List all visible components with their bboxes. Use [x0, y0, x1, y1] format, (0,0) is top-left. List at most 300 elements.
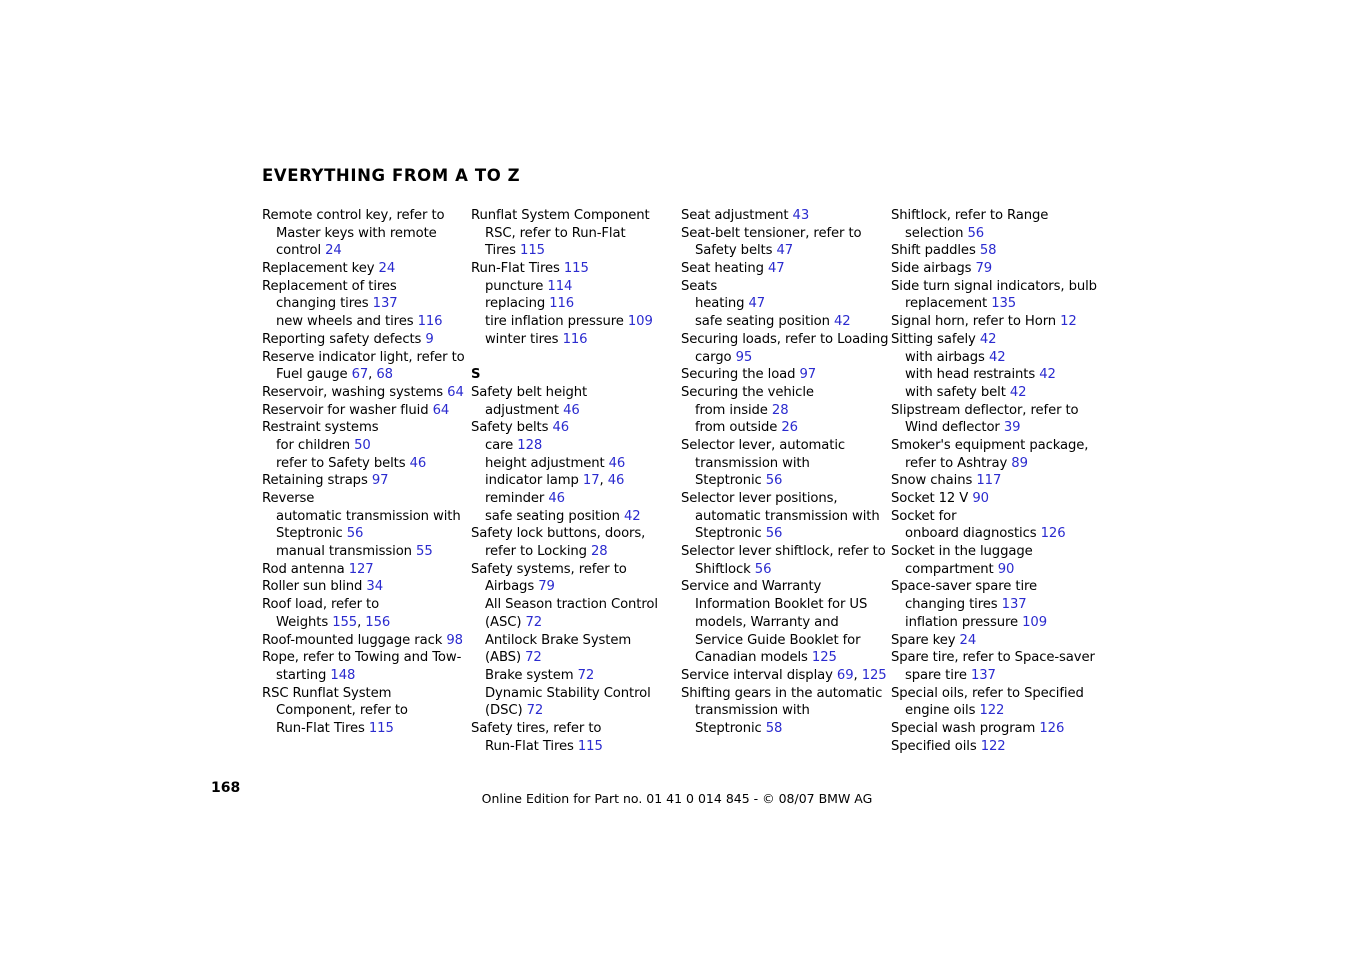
page-reference-link[interactable]: 64 [432, 402, 450, 418]
index-entry [262, 685, 467, 703]
index-subentry [471, 313, 676, 331]
entry-text: Restraint systems [262, 420, 379, 436]
index-subentry [471, 242, 676, 260]
page-reference-link[interactable]: 67 [351, 367, 369, 383]
entry-text: transmission with [695, 703, 810, 719]
page-reference-link[interactable]: 42 [623, 508, 641, 524]
entry-text: Run-Flat Tires [471, 261, 564, 277]
page-reference-link[interactable]: 47 [767, 261, 785, 277]
index-entry [681, 578, 886, 596]
index-subentry [262, 313, 467, 331]
entry-text: Securing loads, refer to Loading [681, 331, 889, 347]
index-subentry [471, 490, 676, 508]
entry-text: Roof load, refer to [262, 597, 380, 613]
entry-text: Signal horn, refer to Horn [891, 314, 1061, 330]
page-reference-link[interactable]: 42 [833, 314, 851, 330]
index-subentry [262, 667, 467, 685]
entry-text: Roof-mounted luggage rack [262, 632, 447, 648]
entry-text: Steptronic [695, 526, 766, 542]
index-entry [891, 490, 1096, 508]
index-entry [262, 632, 467, 650]
page-reference-link[interactable]: 72 [525, 614, 543, 630]
page-reference-link[interactable]: 56 [967, 225, 985, 241]
page-reference-link[interactable]: 64 [447, 384, 464, 400]
entry-text: S [471, 367, 481, 383]
entry-text: Safety lock buttons, doors, [471, 526, 646, 542]
page-reference-link[interactable]: 69 [836, 667, 854, 683]
index-entry [891, 278, 1096, 296]
entry-text: cargo [695, 349, 736, 365]
entry-text: Seat heating [681, 261, 768, 277]
index-subentry [471, 437, 676, 455]
entry-text: Specified oils [891, 738, 981, 754]
entry-text: replacement [905, 296, 992, 312]
page-reference-link[interactable]: 42 [1009, 384, 1027, 400]
page-number: 168 [211, 780, 241, 796]
page-reference-link[interactable]: 156 [365, 614, 391, 630]
entry-text: All Season traction Control [485, 597, 658, 613]
entry-text: selection [905, 225, 968, 241]
index-subentry [891, 295, 1096, 313]
index-entry [891, 543, 1096, 561]
entry-text: Socket for [891, 508, 957, 524]
entry-text: Antilock Brake System [485, 632, 632, 648]
index-subentry: Fuel gauge 67, 68 [276, 367, 393, 383]
index-column-4 [891, 207, 1096, 755]
page-reference-link[interactable]: 115 [577, 738, 603, 754]
entry-text: Spare tire, refer to Space-saver [891, 650, 1095, 666]
entry-text: Reservoir for washer fluid [262, 402, 433, 418]
index-subentry [681, 508, 886, 526]
page-reference-link[interactable]: 126 [1039, 720, 1065, 736]
page-reference-link[interactable]: 126 [1040, 526, 1066, 542]
index-subentry [262, 508, 467, 526]
page-reference-link[interactable]: 24 [378, 261, 396, 277]
page-reference-link[interactable]: 24 [959, 632, 977, 648]
entry-text: Component, refer to [276, 703, 408, 719]
page-reference-link[interactable]: 39 [1003, 420, 1021, 436]
entry-text: reminder [485, 491, 549, 506]
entry-text: tire inflation pressure [485, 314, 628, 330]
entry-text: (ABS) [485, 650, 526, 666]
page-reference-link[interactable]: 148 [330, 667, 356, 683]
entry-text: Side turn signal indicators, bulb [891, 278, 1097, 294]
entry-text: Replacement key [262, 261, 379, 277]
index-subentry [891, 596, 1096, 614]
entry-text: automatic transmission with [276, 508, 461, 524]
index-entry [681, 490, 886, 508]
index-entry [471, 419, 676, 437]
page-reference-link[interactable]: 34 [366, 579, 383, 595]
entry-text: Replacement of tires [262, 278, 397, 294]
page-reference-link[interactable]: 109 [627, 314, 653, 330]
entry-text: Roller sun blind [262, 579, 367, 595]
entry-text: RSC Runflat System [262, 685, 392, 701]
page-reference-link[interactable]: 115 [368, 720, 394, 736]
index-subentry [681, 419, 886, 437]
index-subentry [262, 702, 467, 720]
entry-text: refer to Ashtray [905, 455, 1012, 471]
entry-text: Safety belt height [471, 384, 588, 400]
index-subentry [262, 525, 467, 543]
entry-text: Run-Flat Tires [485, 738, 578, 754]
page-reference-link[interactable]: 115 [520, 243, 545, 259]
index-entry [891, 632, 1096, 650]
index-entry [262, 578, 467, 596]
entry-text: Smoker's equipment package, [891, 437, 1089, 453]
entry-text: (DSC) [485, 703, 527, 719]
page-reference-link[interactable]: 9 [425, 331, 434, 347]
page-reference-link[interactable]: 50 [354, 437, 371, 453]
entry-text: Selector lever positions, [681, 491, 838, 506]
index-entry [262, 402, 467, 420]
page-reference-link[interactable]: 122 [979, 703, 1005, 719]
entry-text: winter tires [485, 331, 563, 347]
index-entry [681, 543, 886, 561]
page-reference-link[interactable]: 117 [976, 473, 1002, 489]
entry-text: automatic transmission with [695, 508, 880, 524]
entry-text: Service Guide Booklet for [695, 632, 861, 648]
index-entry [681, 437, 886, 455]
entry-text: Securing the load [681, 367, 800, 383]
entry-text: manual transmission [276, 544, 417, 560]
page-reference-link[interactable]: 89 [1011, 455, 1028, 471]
entry-text: puncture [485, 278, 548, 294]
entry-text: Special oils, refer to Specified [891, 685, 1084, 701]
index-entry [891, 260, 1096, 278]
entry-text: Steptronic [276, 526, 347, 542]
page-reference-link[interactable]: 72 [577, 667, 595, 683]
entry-text: changing tires [905, 597, 1002, 613]
entry-text: Dynamic Stability Control [485, 685, 651, 701]
entry-text: adjustment [485, 402, 564, 418]
index-entry [891, 242, 1096, 260]
page-reference-link[interactable]: 125 [811, 650, 837, 666]
index-subentry [681, 702, 886, 720]
page-reference-link[interactable]: 137 [970, 667, 996, 683]
index-entry [262, 260, 467, 278]
index-subentry: indicator lamp 17, 46 [485, 473, 625, 489]
entry-text: Seats [681, 278, 718, 294]
page-reference-link[interactable]: 135 [991, 296, 1017, 312]
index-entry [681, 225, 886, 243]
page-reference-link[interactable]: 47 [748, 296, 766, 312]
entry-text: Run-Flat Tires [276, 720, 369, 736]
entry-text: safe seating position [485, 508, 624, 524]
page-reference-link[interactable]: 58 [765, 720, 783, 736]
index-subentry [891, 455, 1096, 473]
entry-text: Canadian models [695, 650, 812, 666]
spacer [471, 349, 676, 367]
index-entry [262, 419, 467, 437]
page-reference-link[interactable]: 72 [525, 650, 542, 666]
page-reference-link[interactable]: 55 [416, 544, 433, 560]
index-subentry [471, 649, 676, 667]
entry-text: Reverse [262, 491, 315, 506]
entry-text: Runflat System Component [471, 208, 650, 223]
index-subentry [681, 649, 886, 667]
page-reference-link[interactable]: 97 [799, 367, 817, 383]
entry-text: Safety belts [471, 420, 553, 436]
entry-text: with safety belt [905, 384, 1010, 400]
entry-text: Sitting safely [891, 331, 980, 347]
page-reference-link[interactable]: 56 [765, 526, 783, 542]
index-column-2 [471, 207, 676, 755]
entry-text: safe seating position [695, 314, 834, 330]
page-reference-link[interactable]: 58 [979, 243, 997, 259]
index-entry [891, 313, 1096, 331]
page-reference-link[interactable]: 79 [538, 579, 555, 595]
page-reference-link[interactable]: 79 [975, 261, 993, 277]
page-reference-link[interactable]: 46 [552, 420, 570, 436]
page-reference-link[interactable]: 47 [776, 243, 794, 259]
page-reference-link[interactable]: 68 [376, 367, 393, 383]
index-subentry [681, 561, 886, 579]
entry-text: Safety tires, refer to [471, 720, 602, 736]
index-entry [891, 472, 1096, 490]
page-reference-link[interactable]: 12 [1060, 314, 1077, 330]
index-entry [262, 490, 467, 508]
page-reference-link[interactable]: 128 [517, 437, 543, 453]
page-reference-link[interactable]: 46 [409, 455, 427, 471]
index-entry [681, 366, 886, 384]
index-subentry [681, 720, 886, 738]
index-subentry [471, 578, 676, 596]
index-subentry [471, 632, 676, 650]
page-reference-link[interactable]: 43 [792, 208, 810, 223]
index-entry [471, 384, 676, 402]
index-entry [262, 384, 467, 402]
page-reference-link[interactable]: 127 [348, 561, 374, 577]
index-subentry [262, 242, 467, 260]
page-reference-link[interactable]: 28 [771, 402, 789, 418]
page-reference-link[interactable]: 90 [972, 491, 989, 506]
index-subentry [891, 561, 1096, 579]
index-entry [262, 561, 467, 579]
index-subentry [891, 366, 1096, 384]
index-subentry [262, 295, 467, 313]
page-reference-link[interactable]: 116 [549, 296, 575, 312]
entry-text: inflation pressure [905, 614, 1023, 630]
page-reference-link[interactable]: 46 [607, 473, 625, 489]
index-subentry [471, 331, 676, 349]
index-entry [471, 525, 676, 543]
index-entry [262, 596, 467, 614]
entry-text: Service and Warranty [681, 579, 822, 595]
entry-text: Special wash program [891, 720, 1040, 736]
page-reference-link[interactable]: 109 [1022, 614, 1047, 630]
entry-text: Safety belts [695, 243, 777, 259]
index-subentry [681, 349, 886, 367]
index-entry [262, 207, 467, 225]
page-reference-link[interactable]: 114 [547, 278, 573, 294]
index-column-1 [262, 207, 467, 738]
entry-text: Shift paddles [891, 243, 980, 259]
entry-text: heating [695, 296, 749, 312]
index-entry [681, 207, 886, 225]
page-reference-link[interactable]: 46 [548, 491, 565, 506]
entry-text: spare tire [905, 667, 971, 683]
index-subentry [471, 225, 676, 243]
entry-text: indicator lamp [485, 473, 583, 489]
page-reference-link[interactable]: 137 [372, 296, 398, 312]
entry-text: Rod antenna [262, 561, 349, 577]
entry-text: Information Booklet for US [695, 597, 868, 613]
entry-text: Remote control key, refer to [262, 208, 445, 223]
index-entry [262, 649, 467, 667]
page-reference-link[interactable]: 26 [781, 420, 798, 436]
entry-text: Selector lever shiftlock, refer to [681, 544, 886, 560]
entry-text: with airbags [905, 349, 989, 365]
entry-text: with head restraints [905, 367, 1040, 383]
entry-text: refer to Safety belts [276, 455, 410, 471]
page-reference-link[interactable]: 155 [332, 614, 358, 630]
entry-text: from outside [695, 420, 782, 436]
entry-text: models, Warranty and [695, 614, 839, 630]
index-entry [891, 437, 1096, 455]
page-reference-link[interactable]: 116 [417, 314, 443, 330]
entry-text: refer to Locking [485, 544, 592, 560]
page-reference-link[interactable]: 42 [1039, 367, 1056, 383]
index-subentry [471, 278, 676, 296]
index-subentry [681, 242, 886, 260]
entry-text: transmission with [695, 455, 810, 471]
index-entry [471, 260, 676, 278]
entry-text: Reserve indicator light, refer to [262, 349, 465, 365]
entry-text: compartment [905, 561, 998, 577]
page-reference-link[interactable]: 42 [988, 349, 1006, 365]
page-reference-link[interactable]: 137 [1001, 597, 1027, 613]
index-entry [891, 685, 1096, 703]
index-entry [891, 508, 1096, 526]
index-subentry [471, 685, 676, 703]
index-subentry [471, 667, 676, 685]
entry-text: Selector lever, automatic [681, 437, 846, 453]
page-reference-link[interactable]: 97 [371, 473, 389, 489]
index-entry [471, 561, 676, 579]
page-heading: EVERYTHING FROM A TO Z [262, 166, 521, 185]
index-entry [681, 384, 886, 402]
index-subentry [681, 295, 886, 313]
index-entry [891, 738, 1096, 756]
entry-text: control [276, 243, 326, 259]
entry-text: RSC, refer to Run-Flat [485, 225, 626, 241]
page-reference-link[interactable]: 115 [563, 261, 589, 277]
entry-text: onboard diagnostics [905, 526, 1041, 542]
page-reference-link[interactable]: 95 [735, 349, 753, 365]
entry-text: Weights [276, 614, 333, 630]
index-entry [262, 472, 467, 490]
entry-text: engine oils [905, 703, 980, 719]
entry-text: Side airbags [891, 261, 976, 277]
index-subentry [681, 402, 886, 420]
page-reference-link[interactable]: 90 [997, 561, 1015, 577]
index-entry [891, 331, 1096, 349]
page-reference-link[interactable]: 98 [446, 632, 463, 648]
index-subentry [681, 614, 886, 632]
page-reference-link[interactable]: 24 [325, 243, 342, 259]
index-subentry [681, 632, 886, 650]
index-column-3 [681, 207, 889, 738]
entry-text: Space-saver spare tire [891, 579, 1038, 595]
index-subentry [891, 384, 1096, 402]
page-reference-link[interactable]: 56 [765, 473, 783, 489]
index-subentry [262, 455, 467, 473]
entry-text: Safety systems, refer to [471, 561, 627, 577]
index-entry [681, 685, 886, 703]
entry-text: replacing [485, 296, 550, 312]
page-reference-link[interactable]: 72 [526, 703, 544, 719]
index-subentry [681, 525, 886, 543]
entry-text: new wheels and tires [276, 314, 418, 330]
page-reference-link[interactable]: 56 [346, 526, 364, 542]
section-letter [471, 366, 676, 384]
page-reference-link[interactable]: 56 [754, 561, 772, 577]
index-subentry [681, 596, 886, 614]
index-entry [262, 349, 467, 367]
index-subentry [471, 402, 676, 420]
page-reference-link[interactable]: 17 [582, 473, 600, 489]
entry-text: from inside [695, 402, 772, 418]
index-entry [681, 278, 886, 296]
entry-text: Snow chains [891, 473, 977, 489]
entry-text: height adjustment [485, 455, 609, 471]
page-reference-link[interactable]: 46 [608, 455, 626, 471]
entry-text: Shifting gears in the automatic [681, 685, 883, 701]
entry-text: for children [276, 437, 355, 453]
index-entry [891, 402, 1096, 420]
entry-text: starting [276, 667, 331, 683]
index-entry [891, 720, 1096, 738]
index-subentry [262, 225, 467, 243]
entry-text: Seat-belt tensioner, refer to [681, 225, 862, 241]
index-subentry [891, 614, 1096, 632]
page-reference-link[interactable]: 46 [563, 402, 580, 418]
page-reference-link[interactable]: 28 [591, 544, 608, 560]
index-subentry [471, 702, 676, 720]
page-reference-link[interactable]: 125 [861, 667, 887, 683]
entry-text: Steptronic [695, 720, 766, 736]
index-subentry [262, 437, 467, 455]
index-subentry [891, 225, 1096, 243]
index-subentry [471, 738, 676, 756]
entry-text: Rope, refer to Towing and Tow- [262, 650, 462, 666]
index-entry [471, 207, 676, 225]
entry-text: Spare key [891, 632, 960, 648]
index-subentry [471, 596, 676, 614]
page-reference-link[interactable]: 42 [979, 331, 997, 347]
page-reference-link[interactable]: 116 [562, 331, 588, 347]
index-subentry [891, 667, 1096, 685]
entry-text: Shiftlock, refer to Range [891, 208, 1049, 223]
page-reference-link[interactable]: 122 [980, 738, 1006, 754]
index-subentry [262, 720, 467, 738]
entry-text: Airbags [485, 579, 539, 595]
index-subentry [471, 614, 676, 632]
entry-text: Retaining straps [262, 473, 372, 489]
entry-text: Seat adjustment [681, 208, 793, 223]
index-entry [891, 207, 1096, 225]
entry-text: Reservoir, washing systems [262, 384, 448, 400]
index-entry [262, 278, 467, 296]
entry-text: Wind deflector [905, 420, 1004, 436]
entry-text: Brake system [485, 667, 578, 683]
index-entry [262, 331, 467, 349]
index-subentry [681, 455, 886, 473]
entry-text: (ASC) [485, 614, 526, 630]
index-entry [891, 578, 1096, 596]
index-subentry [471, 543, 676, 561]
